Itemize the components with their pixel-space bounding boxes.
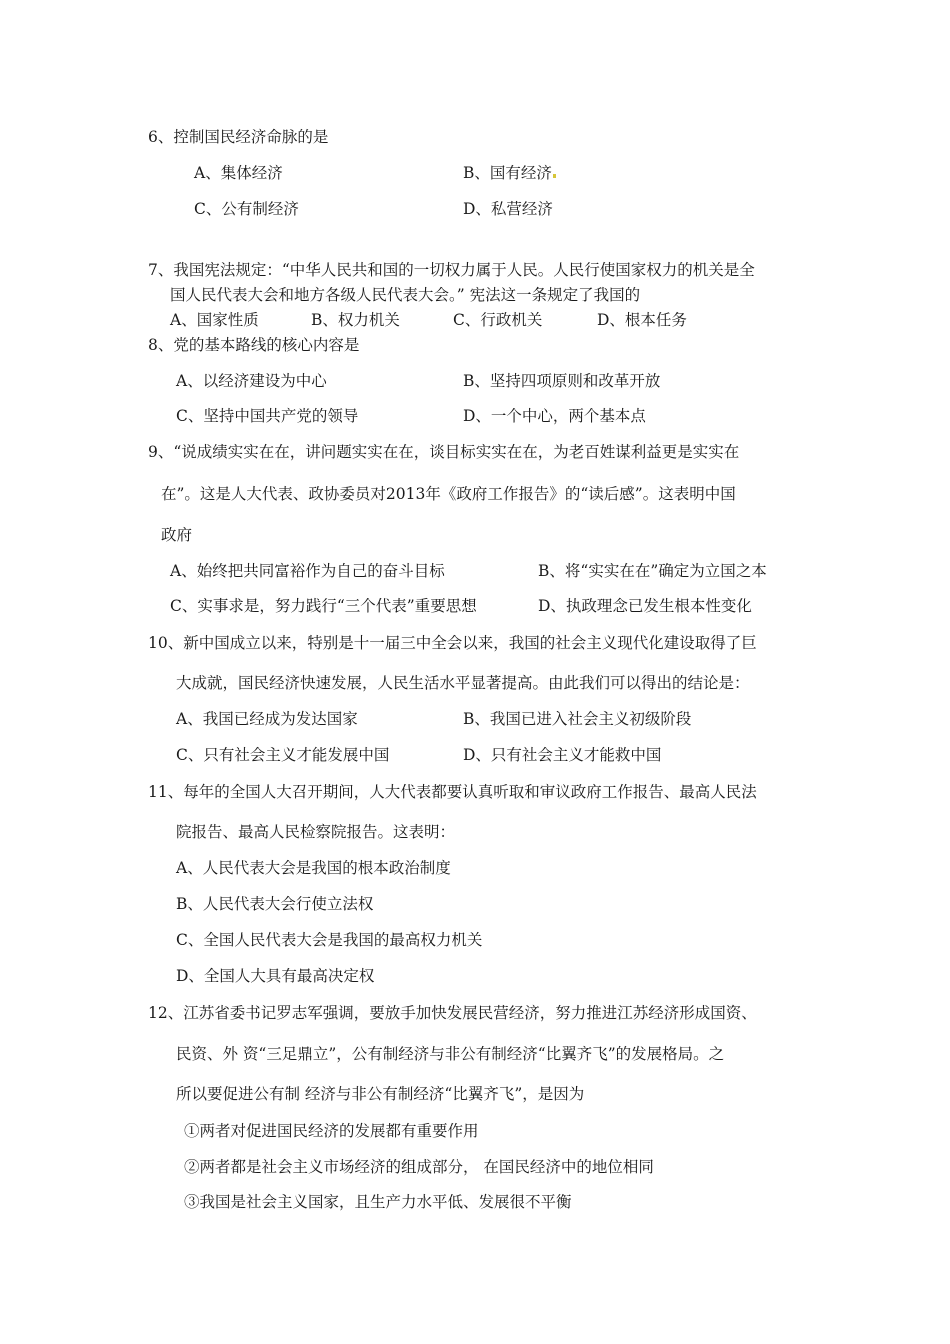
q11-option-c: C、全国人民代表大会是我国的最高权力机关 <box>176 931 483 949</box>
q9-option-b: B、将“实实在在”确定为立国之本 <box>538 562 767 580</box>
q12-option-3: ③我国是社会主义国家，且生产力水平低、发展很不平衡 <box>184 1193 572 1211</box>
q9-stem-line-1: 9、“说成绩实实在在，讲问题实实在在，谈目标实实在在，为老百姓谋利益更是实实在 <box>148 443 740 461</box>
q7-stem-line-1: 7、我国宪法规定：“中华人民共和国的一切权力属于人民。人民行使国家权力的机关是全 <box>148 261 755 279</box>
q7-option-a: A、国家性质 <box>170 311 259 329</box>
q11-option-d: D、全国人大具有最高决定权 <box>176 967 375 985</box>
q8-option-a: A、以经济建设为中心 <box>176 372 327 390</box>
q11-option-b: B、人民代表大会行使立法权 <box>176 895 374 913</box>
q6-option-d: D、私营经济 <box>463 200 553 218</box>
q10-option-d: D、只有社会主义才能救中国 <box>463 746 662 764</box>
q12-stem-line-3: 所以要促进公有制 经济与非公有制经济“比翼齐飞”，是因为 <box>176 1085 585 1103</box>
q11-stem-line-1: 11、每年的全国人大召开期间，人大代表都要认真听取和审议政府工作报告、最高人民法 <box>148 783 757 801</box>
q12-stem-line-2: 民资、外 资“三足鼎立”，公有制经济与非公有制经济“比翼齐飞”的发展格局。之 <box>176 1045 725 1063</box>
q8-option-c: C、坚持中国共产党的领导 <box>176 407 359 425</box>
q9-stem-line-3: 政府 <box>161 526 193 544</box>
q7-option-c: C、行政机关 <box>453 311 543 329</box>
q12-option-1: ①两者对促进国民经济的发展都有重要作用 <box>184 1122 479 1140</box>
q10-option-a: A、我国已经成为发达国家 <box>176 710 358 728</box>
q6-option-a: A、集体经济 <box>194 164 283 182</box>
q11-option-a: A、人民代表大会是我国的根本政治制度 <box>176 859 451 877</box>
q9-option-d: D、执政理念已发生根本性变化 <box>538 597 752 615</box>
q10-option-c: C、只有社会主义才能发展中国 <box>176 746 390 764</box>
q10-stem-line-1: 10、新中国成立以来，特别是十一届三中全会以来，我国的社会主义现代化建设取得了巨 <box>148 634 757 652</box>
q12-option-2: ②两者都是社会主义市场经济的组成部分， 在国民经济中的地位相同 <box>184 1158 654 1176</box>
q12-stem-line-1: 12、江苏省委书记罗志军强调，要放手加快发展民营经济，努力推进江苏经济形成国资、 <box>148 1004 757 1022</box>
q8-option-d: D、一个中心，两个基本点 <box>463 407 646 425</box>
q6-stem: 6、控制国民经济命脉的是 <box>148 128 329 146</box>
q9-option-c: C、实事求是，努力践行“三个代表”重要思想 <box>170 597 477 615</box>
q7-option-d: D、根本任务 <box>597 311 687 329</box>
q6-option-c: C、公有制经济 <box>194 200 299 218</box>
q9-option-a: A、始终把共同富裕作为自己的奋斗目标 <box>170 562 445 580</box>
q10-option-b: B、我国已进入社会主义初级阶段 <box>463 710 692 728</box>
q11-stem-line-2: 院报告、最高人民检察院报告。这表明： <box>176 823 456 841</box>
q8-option-b: B、坚持四项原则和改革开放 <box>463 372 661 390</box>
q6-option-b: B、国有经济 <box>463 163 556 183</box>
q8-stem: 8、党的基本路线的核心内容是 <box>148 336 360 354</box>
q9-stem-line-2: 在”。这是人大代表、政协委员对2013年《政府工作报告》的“读后感”。这表明中国 <box>161 485 736 503</box>
q10-stem-line-2: 大成就，国民经济快速发展，人民生活水平显著提高。由此我们可以得出的结论是： <box>176 674 750 692</box>
q7-stem-line-2: 国人民代表大会和地方各级人民代表大会。” 宪法这一条规定了我国的 <box>170 286 641 304</box>
q7-option-b: B、权力机关 <box>311 311 400 329</box>
highlight-mark <box>553 174 556 178</box>
